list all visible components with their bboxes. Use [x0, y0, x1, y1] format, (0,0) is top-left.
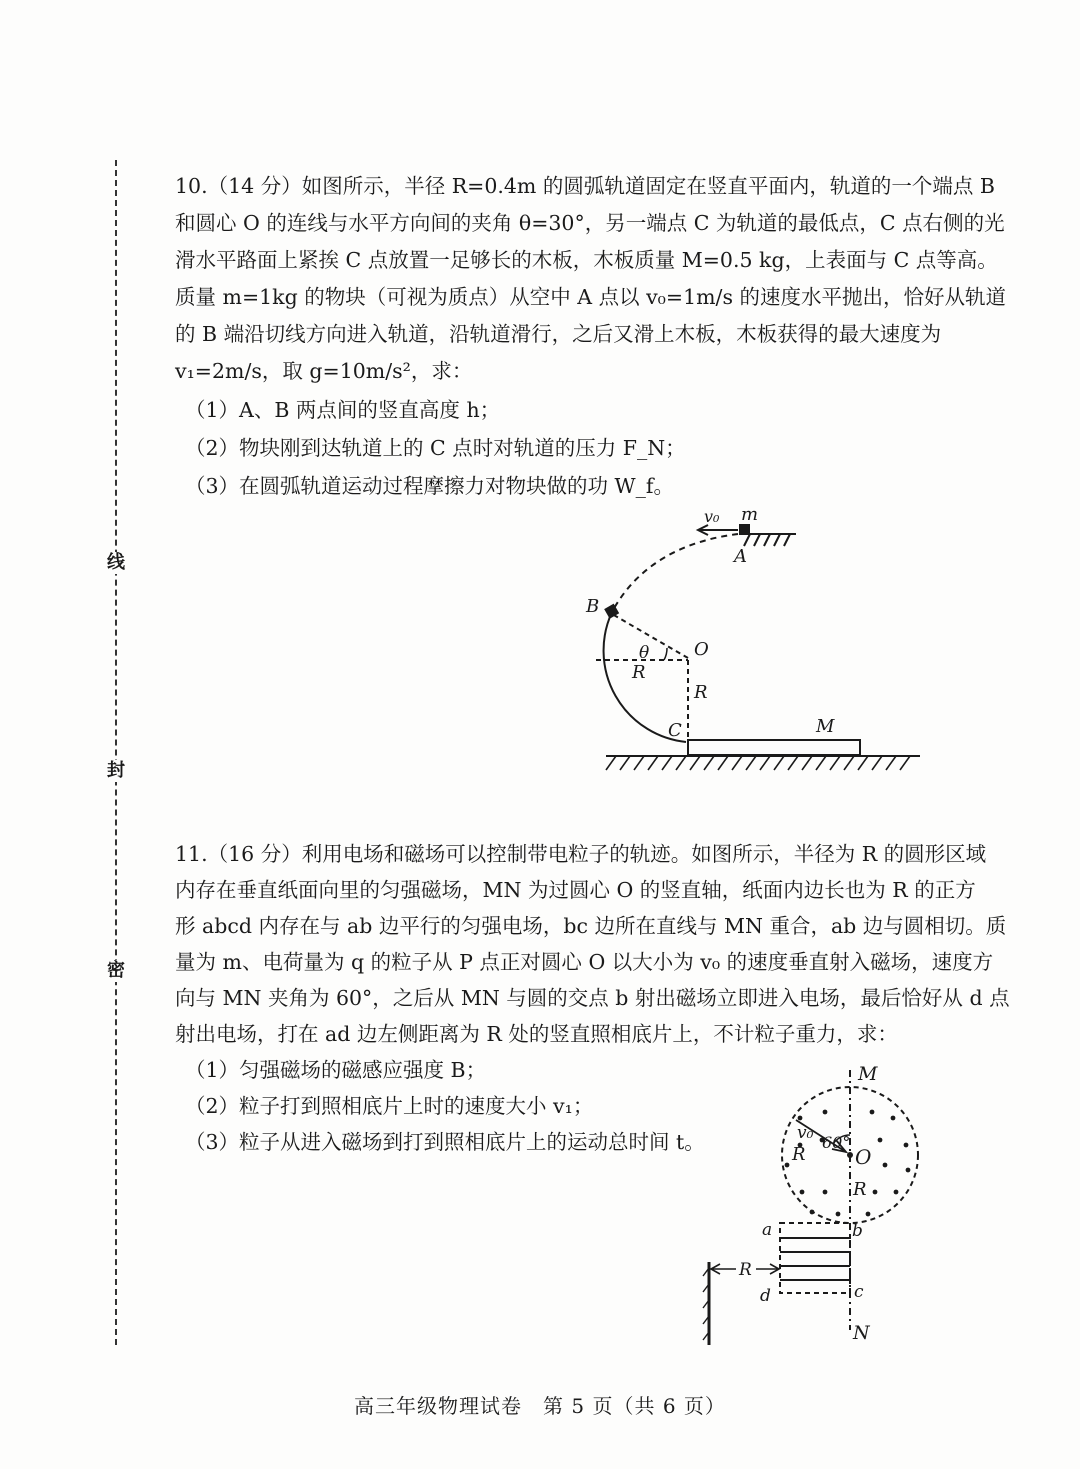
label-C: C [668, 720, 682, 741]
electric-field-square [780, 1223, 850, 1293]
label-R-horizontal: R [632, 662, 646, 683]
q11-line-6: 射出电场，打在 ad 边左侧距离为 R 处的竖直照相底片上，不计粒子重力，求： [175, 1022, 898, 1046]
q10-line-4: 质量 m=1kg 的物块（可视为质点）从空中 A 点以 v₀=1m/s 的速度水平抛出，恰好从轨道 [175, 285, 1006, 309]
q11-sub-2: （2）粒子打到照相底片上时的速度大小 v₁； [185, 1094, 594, 1118]
label-a: a [762, 1220, 773, 1240]
label-theta: θ [639, 643, 650, 663]
label-R-circle-left: R [792, 1144, 806, 1165]
label-O: O [694, 639, 709, 660]
label-R-circle-down: R [853, 1179, 867, 1200]
label-angle-60: 60° [822, 1133, 851, 1152]
q11-sub-1: （1）匀强磁场的磁感应强度 B； [185, 1058, 487, 1082]
label-R-vertical: R [694, 682, 708, 703]
q11-line-1: 11.（16 分）利用电场和磁场可以控制带电粒子的轨迹。如图所示，半径为 R 的圆形区域 [175, 842, 987, 866]
q10-line-3: 滑水平路面上紧挨 C 点放置一足够长的木板，木板质量 M=0.5 kg，上表面与 C 点等高。 [175, 248, 998, 272]
label-c: c [854, 1282, 864, 1302]
q10-line-1: 10.（14 分）如图所示，半径 R=0.4m 的圆弧轨道固定在竖直平面内，轨道的一个端点 B [175, 174, 995, 198]
q11-line-4: 量为 m、电荷量为 q 的粒子从 P 点正对圆心 O 以大小为 v₀ 的速度垂直射入磁场，速度方 [175, 950, 994, 974]
label-b: b [852, 1221, 863, 1241]
page-footer: 高三年级物理试卷 第 5 页（共 6 页） [354, 1394, 726, 1418]
label-m: m [741, 504, 759, 525]
q10-sub-1: （1）A、B 两点间的竖直高度 h； [185, 398, 501, 422]
q10-sub-3: （3）在圆弧轨道运动过程摩擦力对物块做的功 W_f。 [185, 474, 674, 498]
label-v0: v₀ [704, 507, 720, 526]
label-v0: v₀ [797, 1123, 814, 1143]
q11-line-5: 向与 MN 夹角为 60°，之后从 MN 与圆的交点 b 射出磁场立即进入电场，最后恰好从 d 点 [175, 986, 1010, 1010]
label-N: N [853, 1322, 870, 1344]
label-M: M [858, 1063, 878, 1085]
margin-label-feng: 封 [107, 760, 125, 781]
q10-line-2: 和圆心 O 的连线与水平方向间的夹角 θ=30°，另一端点 C 为轨道的最低点，C 点右侧的光 [175, 211, 1005, 235]
q10-line-5: 的 B 端沿切线方向进入轨道，沿轨道滑行，之后又滑上木板，木板获得的最大速度为 [175, 322, 942, 346]
label-R-film: R [739, 1260, 752, 1280]
label-M-board: M [816, 716, 835, 737]
q11-sub-3: （3）粒子从进入磁场到打到照相底片上的运动总时间 t。 [185, 1130, 705, 1154]
label-A: A [734, 546, 747, 567]
label-B: B [586, 596, 600, 617]
label-O: O [855, 1145, 872, 1169]
q10-sub-2: （2）物块刚到达轨道上的 C 点时对轨道的压力 F_N； [185, 436, 686, 460]
margin-label-xian: 线 [107, 552, 125, 573]
q11-line-2: 内存在垂直纸面向里的匀强磁场，MN 为过圆心 O 的竖直轴，纸面内边长也为 R 的正方 [175, 878, 976, 902]
margin-label-mi: 密 [107, 960, 125, 981]
q11-line-3: 形 abcd 内存在与 ab 边平行的匀强电场，bc 边所在直线与 MN 重合，ab 边与圆相切。质 [175, 914, 1007, 938]
label-d: d [760, 1286, 771, 1306]
q10-line-6: v₁=2m/s，取 g=10m/s²，求： [175, 359, 473, 383]
